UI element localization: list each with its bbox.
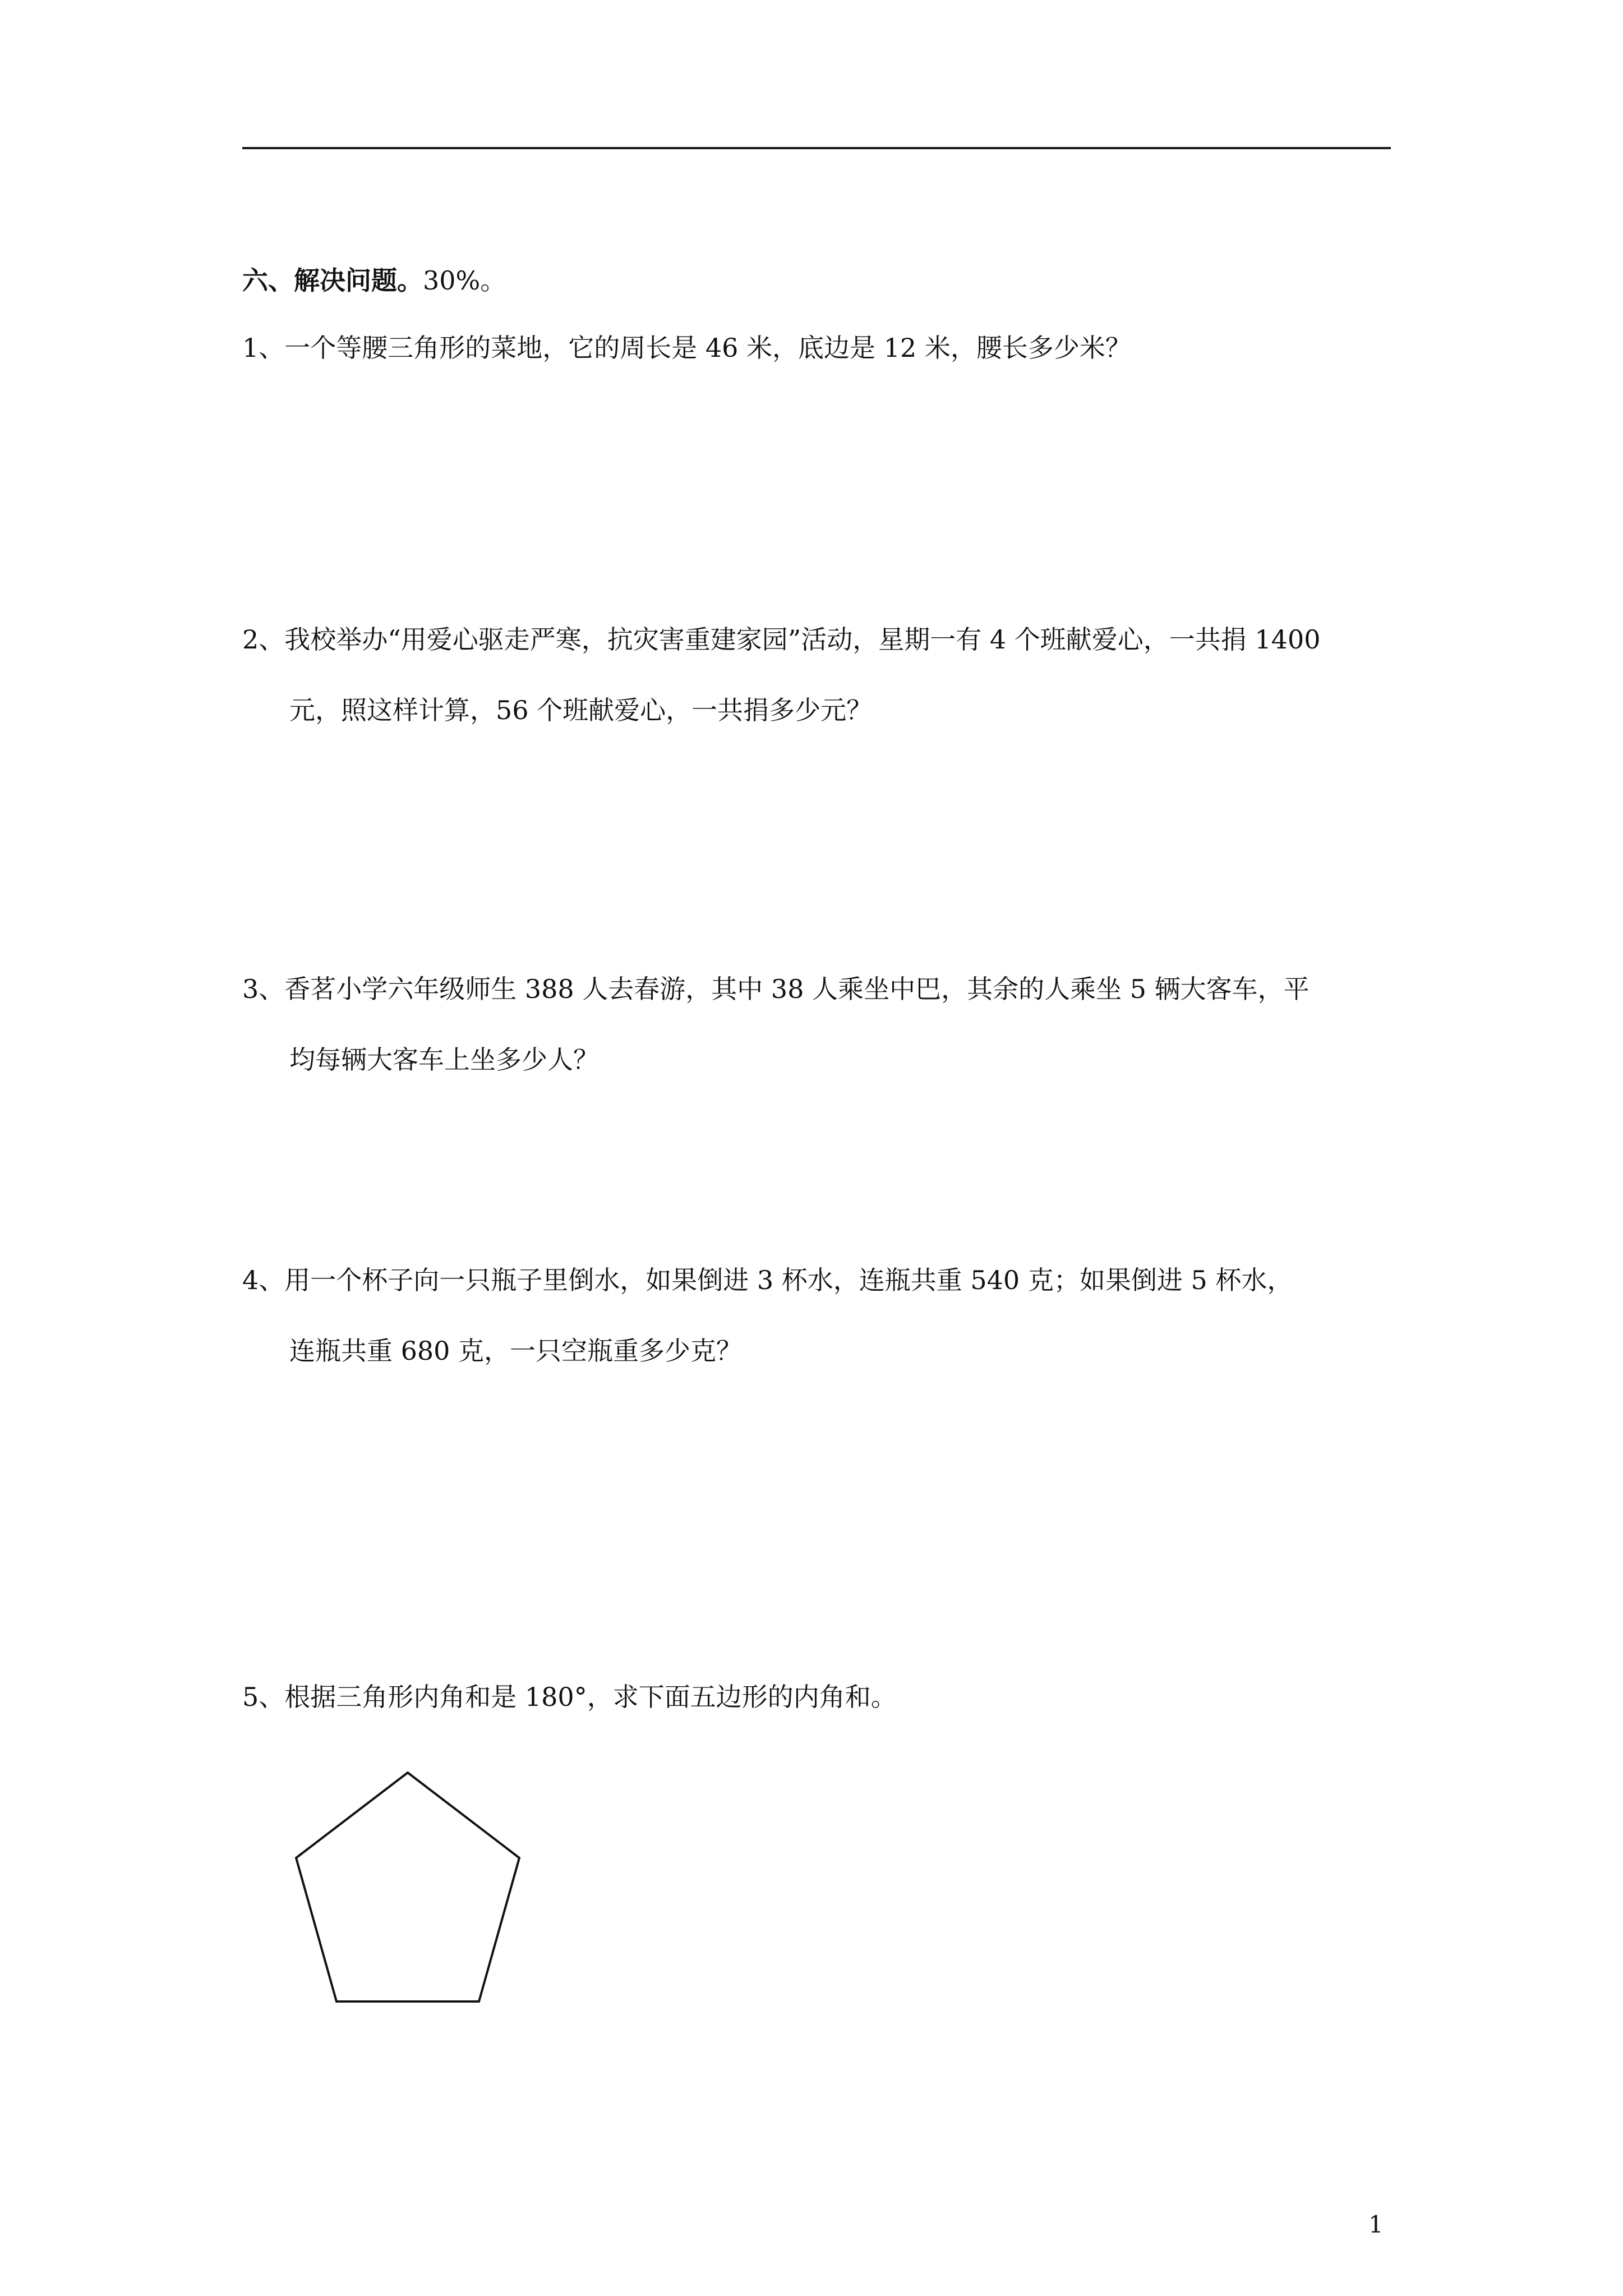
question-3-line-2: 均每辆大客车上坐多少人？ xyxy=(289,1045,599,1075)
section-title xyxy=(242,264,506,297)
question-3 xyxy=(242,972,1398,1076)
question-1 xyxy=(242,331,1398,365)
question-5-line-1: 5、根据三角形内角和是 180°，求下面五边形的内角和。 xyxy=(242,1682,897,1712)
question-4 xyxy=(242,1263,1398,1368)
question-2 xyxy=(242,623,1398,727)
question-3-line-1: 3、香茗小学六年级师生 388 人去春游，其中 38 人乘坐中巴，其余的人乘坐 5 辆大客车，平 xyxy=(242,974,1310,1004)
question-4-line-1: 4、用一个杯子向一只瓶子里倒水，如果倒进 3 杯水，连瓶共重 540 克；如果倒进 5 杯水， xyxy=(242,1265,1293,1295)
header-rule xyxy=(242,147,1391,149)
pentagon-figure xyxy=(292,1767,527,2008)
question-2-line-2: 元，照这样计算，56 个班献爱心，一共捐多少元？ xyxy=(289,695,873,725)
page-number: 1 xyxy=(1368,2211,1384,2238)
section-label: 六、解决问题。 xyxy=(242,265,423,296)
question-2-line-1: 2、我校举办“用爱心驱走严寒，抗灾害重建家园”活动，星期一有 4 个班献爱心，一共捐 1400 xyxy=(242,624,1321,655)
question-4-line-2: 连瓶共重 680 克，一只空瓶重多少克？ xyxy=(289,1336,743,1366)
section-score: 30%。 xyxy=(423,265,506,296)
pentagon-shape xyxy=(296,1773,519,2001)
question-5 xyxy=(242,1680,1398,1714)
question-1-line-1: 1、一个等腰三角形的菜地，它的周长是 46 米，底边是 12 米，腰长多少米？ xyxy=(242,333,1131,363)
